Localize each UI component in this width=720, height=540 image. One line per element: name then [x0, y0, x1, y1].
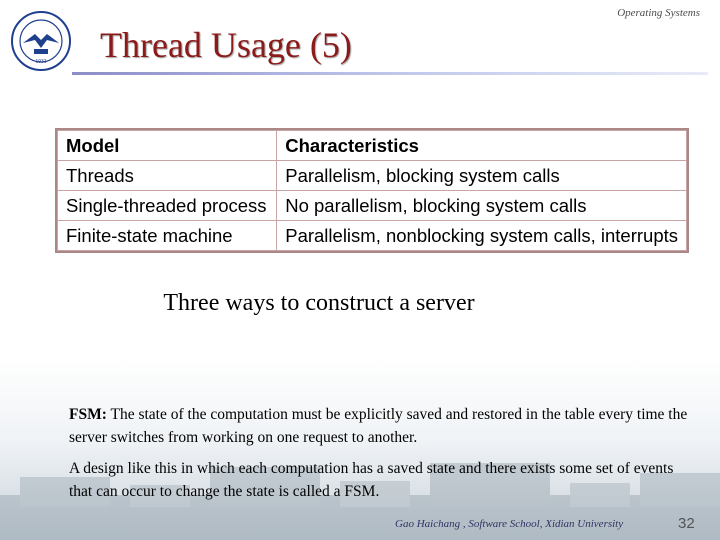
- table-caption: Three ways to construct a server: [163, 290, 475, 316]
- table-row: [58, 191, 687, 221]
- characteristics-cell: Parallelism, nonblocking system calls, interrupts: [277, 221, 687, 251]
- table-row: [58, 221, 687, 251]
- model-cell: Threads: [58, 161, 277, 191]
- header-characteristics: Characteristics: [277, 131, 687, 161]
- model-cell: Single-threaded process: [58, 191, 277, 221]
- table-header-row: [58, 131, 687, 161]
- fsm-definition-paragraph: [69, 403, 694, 449]
- title-divider: [72, 72, 708, 75]
- svg-text:1931: 1931: [35, 59, 47, 65]
- characteristics-cell: No parallelism, blocking system calls: [277, 191, 687, 221]
- course-name: Operating Systems: [617, 7, 700, 19]
- header-model: Model: [58, 131, 277, 161]
- table-row: [58, 161, 687, 191]
- server-models-table: [57, 130, 687, 251]
- footer-author: Gao Haichang , Software School, Xidian University: [395, 518, 624, 530]
- characteristics-cell: Parallelism, blocking system calls: [277, 161, 687, 191]
- university-logo: [8, 10, 74, 72]
- fsm-term: FSM:: [69, 406, 107, 423]
- fsm-definition-text: The state of the computation must be explicitly saved and restored in the table every time the server switches from working on one request to another.: [69, 406, 688, 446]
- fsm-design-paragraph: A design like this in which each computation has a saved state and there exists some set of events that can occur to change the state is called a FSM.: [69, 460, 674, 500]
- page-number: 32: [678, 515, 695, 532]
- model-cell: Finite-state machine: [58, 221, 277, 251]
- slide-title: Thread Usage (5): [100, 25, 352, 65]
